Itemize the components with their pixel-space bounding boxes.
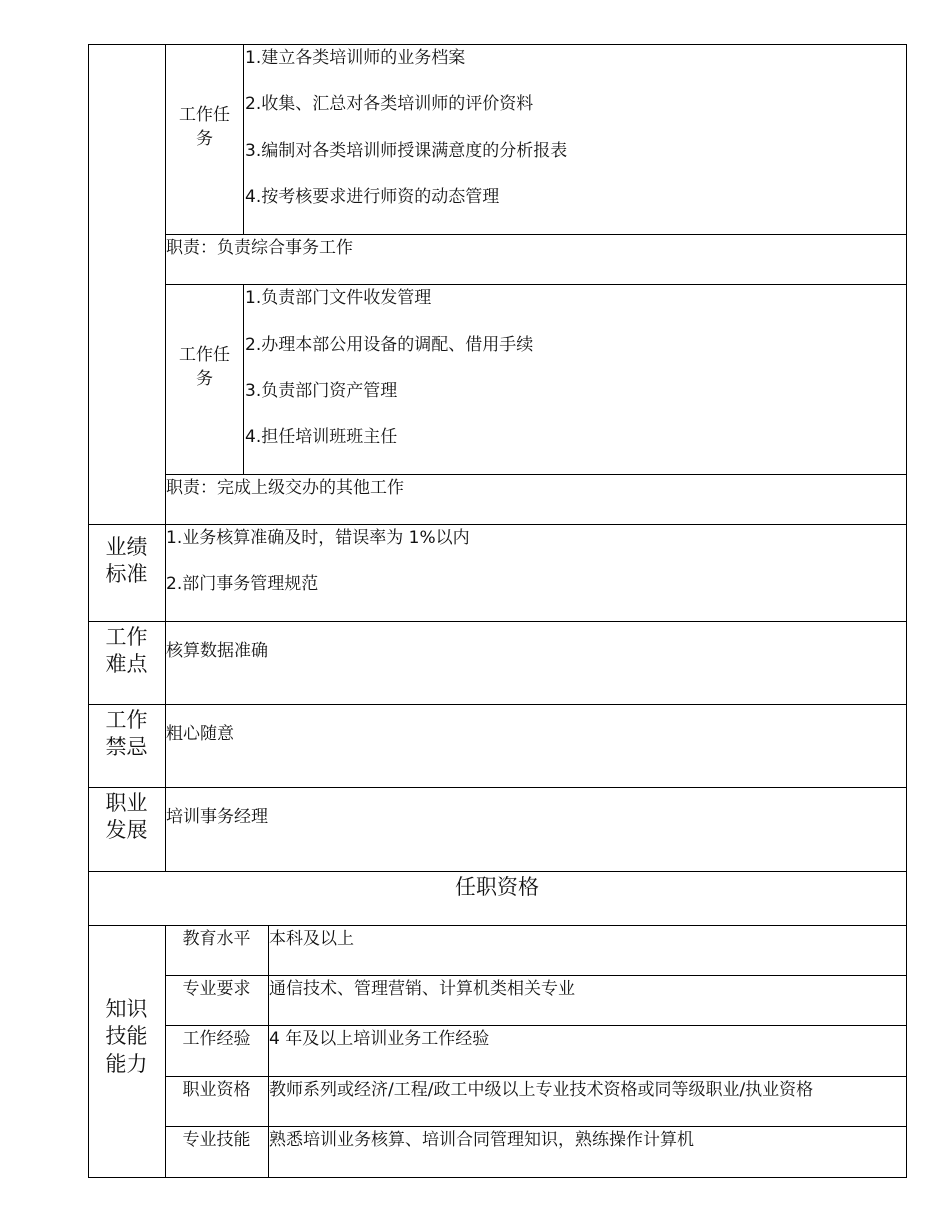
difficulty-value: 核算数据准确: [166, 641, 268, 661]
taboo-label: 工作禁忌: [105, 708, 148, 760]
task-item: 4.按考核要求进行师资的动态管理: [245, 187, 500, 207]
knowledge-value: 本科及以上: [269, 929, 354, 949]
task-label: 工作任务: [179, 345, 230, 389]
performance-item: 1.业务核算准确及时，错误率为 1%以内: [166, 528, 470, 548]
row-divider: [88, 787, 906, 788]
row-divider: [165, 1076, 906, 1077]
row-divider: [88, 524, 906, 525]
career-value: 培训事务经理: [166, 807, 268, 827]
qualification-title: 任职资格: [455, 875, 539, 899]
duty-text: 职责：负责综合事务工作: [166, 238, 353, 258]
knowledge-value: 4 年及以上培训业务工作经验: [269, 1029, 490, 1049]
row-divider: [165, 284, 906, 285]
task-label-divider-a: [243, 44, 244, 235]
duty-text: 职责：完成上级交办的其他工作: [166, 478, 404, 498]
knowledge-key: 专业技能: [182, 1130, 251, 1150]
task-item: 3.负责部门资产管理: [245, 381, 398, 401]
career-label: 职业发展: [105, 791, 148, 843]
taboo-value: 粗心随意: [166, 724, 234, 744]
difficulty-label: 工作难点: [105, 625, 148, 677]
row-divider: [88, 871, 906, 872]
row-divider: [88, 925, 906, 926]
task-item: 2.办理本部公用设备的调配、借用手续: [245, 335, 534, 355]
row-divider: [165, 1025, 906, 1026]
task-item: 1.负责部门文件收发管理: [245, 288, 432, 308]
performance-label: 业绩标准: [105, 535, 148, 587]
knowledge-value: 通信技术、管理营销、计算机类相关专业: [269, 979, 575, 999]
task-label-divider-b: [243, 284, 244, 475]
knowledge-key: 工作经验: [182, 1029, 251, 1049]
knowledge-label: 知识技能能力: [105, 997, 148, 1076]
row-divider: [88, 621, 906, 622]
performance-item: 2.部门事务管理规范: [166, 574, 319, 594]
row-divider: [88, 704, 906, 705]
table-frame: [88, 44, 907, 1178]
task-label: 工作任务: [179, 105, 230, 149]
row-divider: [165, 474, 906, 475]
task-item: 1.建立各类培训师的业务档案: [245, 48, 466, 68]
task-item: 3.编制对各类培训师授课满意度的分析报表: [245, 141, 568, 161]
knowledge-value: 熟悉培训业务核算、培训合同管理知识，熟练操作计算机: [269, 1130, 694, 1150]
knowledge-key: 专业要求: [182, 979, 251, 999]
left-column-divider: [165, 44, 166, 872]
knowledge-key: 职业资格: [182, 1080, 251, 1100]
row-divider: [165, 1126, 906, 1127]
job-description-table: [88, 44, 907, 1178]
knowledge-value: 教师系列或经济/工程/政工中级以上专业技术资格或同等级职业/执业资格: [269, 1080, 814, 1100]
row-divider: [165, 234, 906, 235]
knowledge-key: 教育水平: [182, 929, 251, 949]
row-divider: [165, 975, 906, 976]
task-item: 4.担任培训班班主任: [245, 427, 398, 447]
task-item: 2.收集、汇总对各类培训师的评价资料: [245, 94, 534, 114]
